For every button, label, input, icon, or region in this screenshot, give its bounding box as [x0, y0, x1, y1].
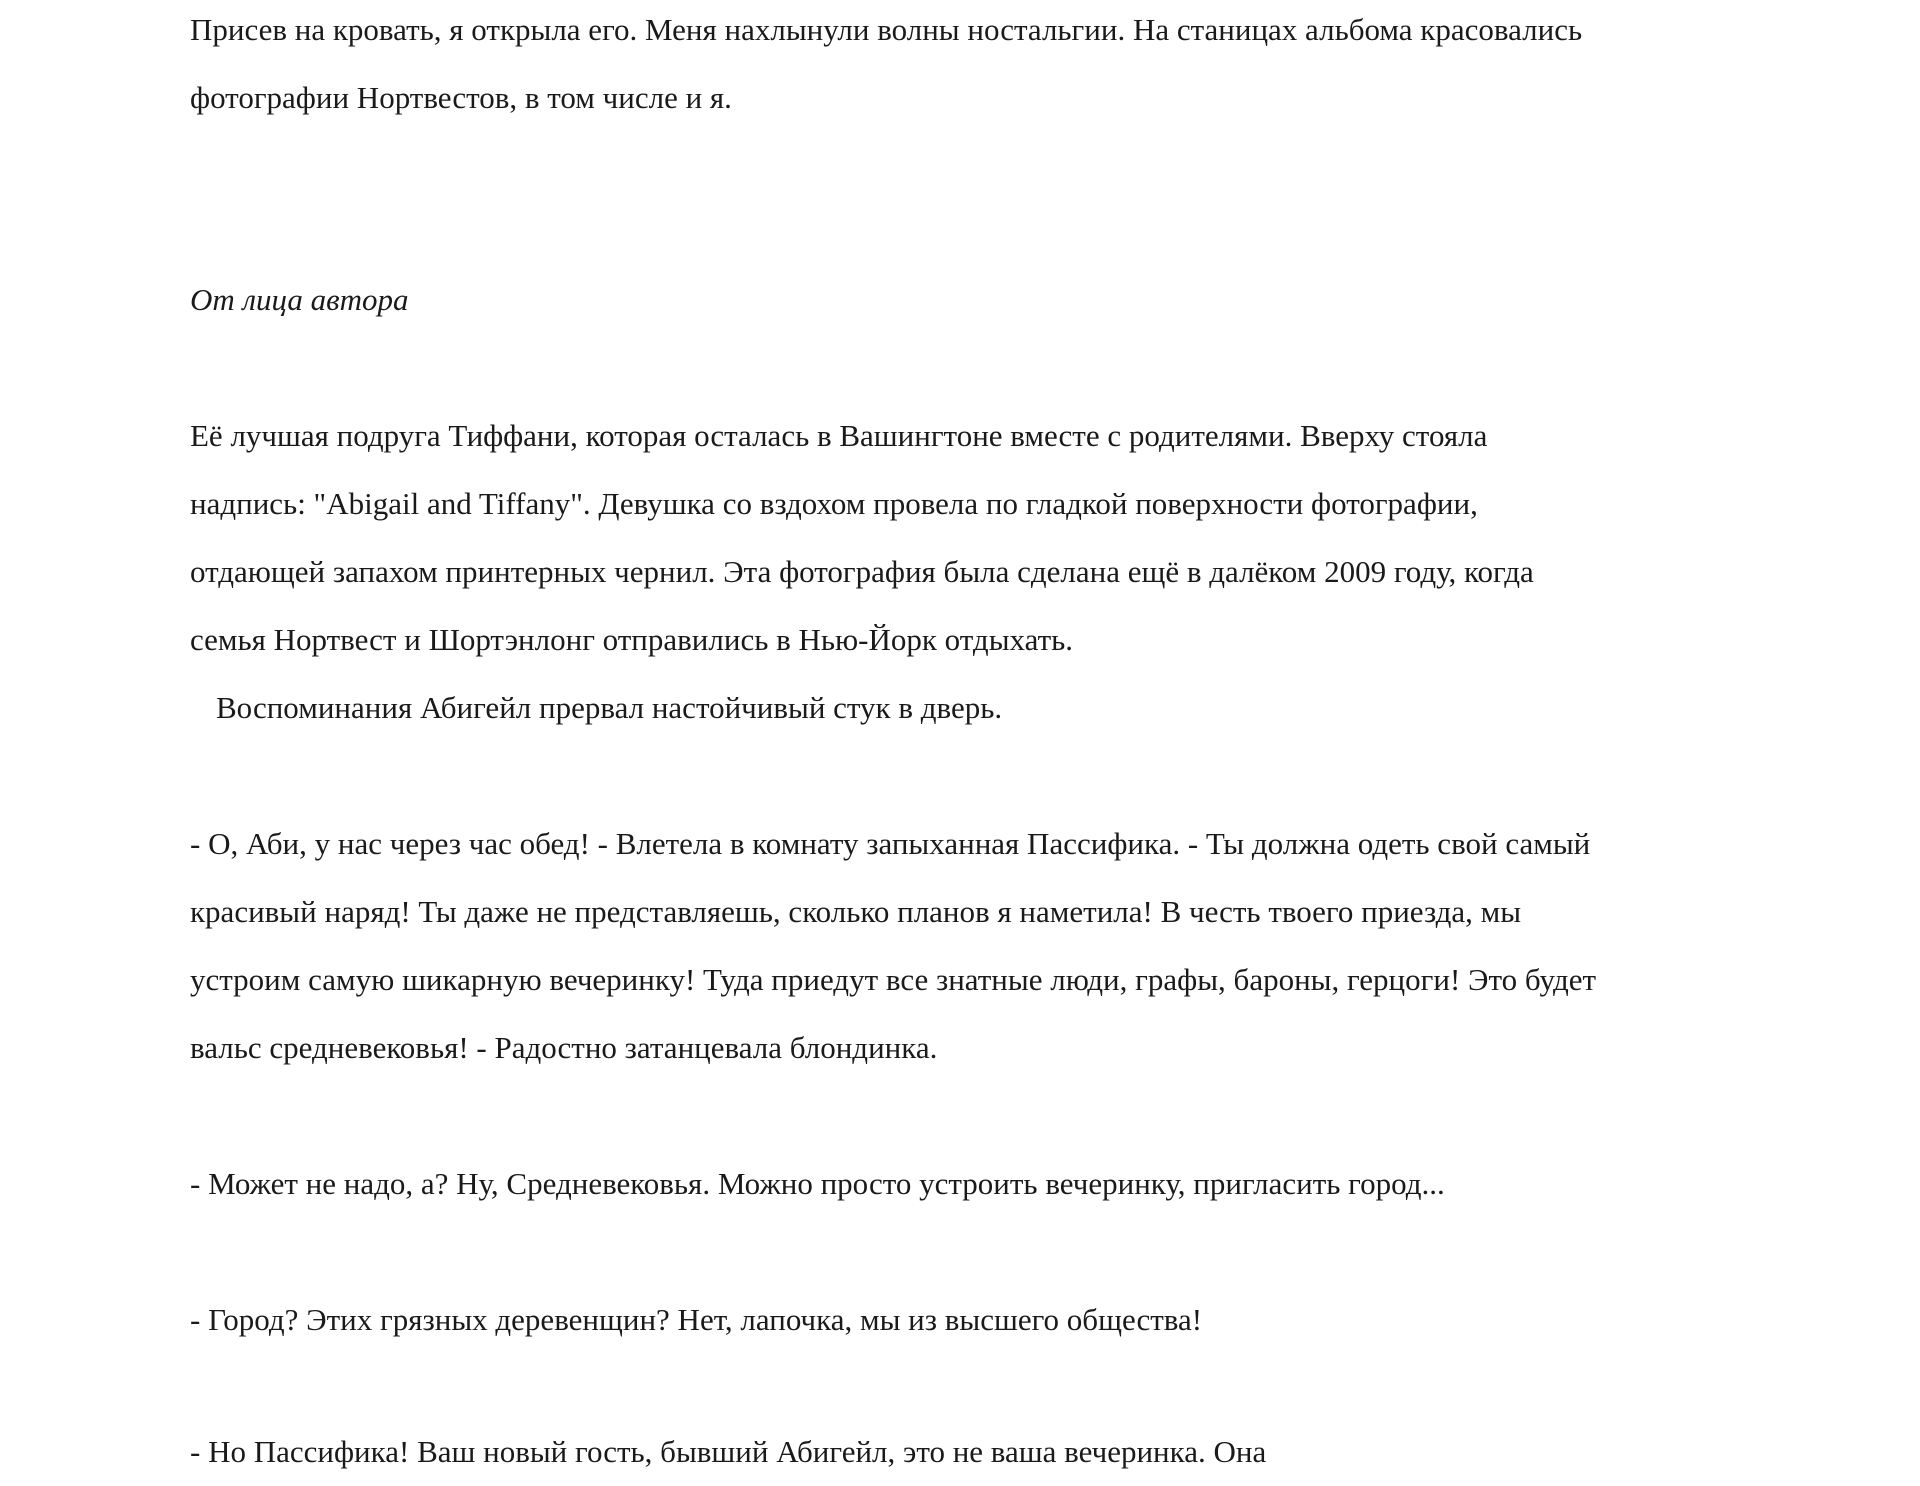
text-line: устроим самую шикарную вечеринку! Туда приедут все знатные люди, графы, бароны, герцоги! Это будет: [190, 962, 1597, 997]
text-line: - Но Пассифика! Ваш новый гость, бывший Абигейл, это не ваша вечеринка. Она: [190, 1434, 1267, 1469]
text-line: Её лучшая подруга Тиффани, которая осталась в Вашингтоне вместе с родителями. Вверху стояла: [190, 418, 1488, 453]
text-line: фотографии Нортвестов, в том числе и я.: [190, 80, 732, 115]
text-line: красивый наряд! Ты даже не представляешь, сколько планов я наметила! В честь твоего приезда, мы: [190, 894, 1522, 929]
text-line: - О, Аби, у нас через час обед! - Влетела в комнату запыханная Пассифика. - Ты должна одеть свой самый: [190, 826, 1591, 861]
text-line: - Город? Этих грязных деревенщин? Нет, лапочка, мы из высшего общества!: [190, 1302, 1203, 1337]
text-line: вальс средневековья! - Радостно затанцевала блондинка.: [190, 1030, 938, 1065]
text-line: надпись: "Abigail and Tiffany". Девушка со вздохом провела по гладкой поверхности фотографии,: [190, 486, 1478, 521]
text-line: - Может не надо, а? Ну, Средневековья. Можно просто устроить вечеринку, пригласить город...: [190, 1166, 1445, 1201]
text-line: семья Нортвест и Шортэнлонг отправились в Нью-Йорк отдыхать.: [190, 622, 1074, 657]
text-line: отдающей запахом принтерных чернил. Эта фотография была сделана ещё в далёком 2009 году, когда: [190, 554, 1534, 589]
section-heading: От лица автора: [190, 282, 409, 317]
text-line: Воспоминания Абигейл прервал настойчивый стук в дверь.: [216, 690, 1003, 725]
text-line: Присев на кровать, я открыла его. Меня нахлынули волны ностальгии. На станицах альбома красовались: [190, 12, 1583, 47]
